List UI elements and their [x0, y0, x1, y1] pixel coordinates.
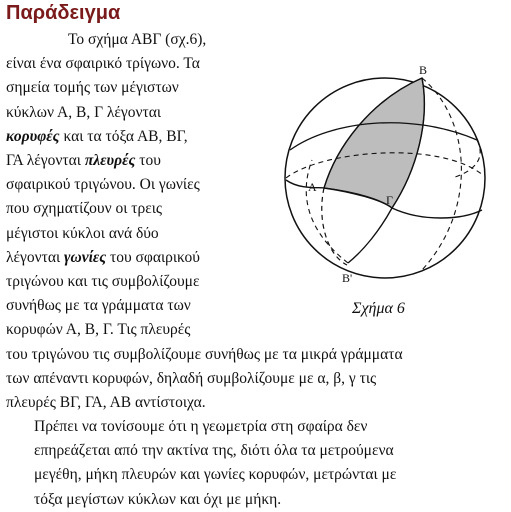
text-run: ΓΑ λέγονται	[6, 152, 85, 170]
text-line	[6, 173, 244, 197]
label-vertex-B-prime: Β'	[342, 271, 353, 285]
page-heading: Παράδειγμα	[6, 2, 121, 24]
text-line	[6, 197, 244, 221]
text-line	[6, 125, 244, 149]
text-line: πλευρές ΒΓ, ΓΑ, ΑΒ αντίστοιχα.	[6, 394, 206, 412]
text-run: του	[135, 152, 161, 170]
text-line: του τριγώνου τις συμβολίζουμε συνήθως με τα μικρά γράμματα	[6, 346, 403, 363]
text-run: σημεία τομής των μέγιστων	[6, 79, 179, 97]
text-line	[6, 149, 244, 173]
text-line	[6, 270, 244, 294]
great-circle-AB-back	[322, 188, 347, 265]
text-line: των απέναντι κορυφών, δηλαδή συμβολίζουμε με α, β, γ τις	[6, 370, 377, 388]
text-line	[6, 222, 244, 246]
label-vertex-A: Α	[308, 180, 317, 194]
text-run: είναι ένα σφαιρικό τρίγωνο. Τα	[6, 55, 200, 73]
spherical-triangle-figure	[272, 60, 502, 300]
text-run: μέγιστοι κύκλοι ανά δύο	[6, 224, 159, 242]
text-line	[6, 294, 244, 318]
text-line: Πρέπει να τονίσουμε ότι η γεωμετρία στη σφαίρα δεν	[34, 418, 368, 435]
text-line: τόξα μεγίστων κύκλων και όχι με μήκη.	[34, 490, 282, 508]
text-line	[6, 76, 244, 100]
text-run: που σχηματίζουν οι τρεις	[6, 200, 163, 218]
figure-caption: Σχήμα 6	[352, 300, 405, 317]
text-line: επηρεάζεται από την ακτίνα της, διότι όλα τα μετρούμενα	[34, 442, 394, 460]
text-run: σφαιρικού τριγώνου. Οι γωνίες	[6, 176, 200, 194]
text-run: κύκλων Α, Β, Γ λέγονται	[6, 103, 162, 121]
emphasized-term: γωνίες	[64, 248, 107, 266]
text-line: μεγέθη, μήκη πλευρών και γωνίες κορυφών, μετρώνται με	[34, 466, 397, 484]
paragraph-2	[6, 415, 505, 512]
label-vertex-B: Β	[419, 63, 428, 77]
text-run: τριγώνου και τις συμβολίζουμε	[6, 273, 200, 291]
shaded-spherical-triangle	[324, 78, 424, 208]
emphasized-term: πλευρές	[84, 152, 136, 170]
text-run: του σφαιρικού	[106, 248, 200, 266]
text-line	[6, 28, 244, 52]
text-line	[6, 318, 244, 342]
text-run: συνήθως με τα γράμματα των	[6, 297, 191, 315]
upper-great-circle-back	[452, 140, 480, 178]
paragraph-1-continuation	[6, 343, 505, 416]
text-run: κορυφών Α, Β, Γ. Τις πλευρές	[6, 321, 191, 339]
text-run: λέγονται	[6, 248, 65, 266]
text-run: και τα τόξα ΑΒ, ΒΓ,	[59, 127, 188, 145]
text-line	[6, 52, 244, 76]
label-vertex-G: Γ	[386, 193, 393, 207]
text-line	[6, 101, 244, 125]
emphasized-term: κορυφές	[6, 127, 60, 145]
text-line	[6, 246, 244, 270]
text-run: Το σχήμα ΑΒΓ (σχ.6),	[68, 31, 207, 48]
paragraph-1-narrow	[6, 28, 244, 343]
